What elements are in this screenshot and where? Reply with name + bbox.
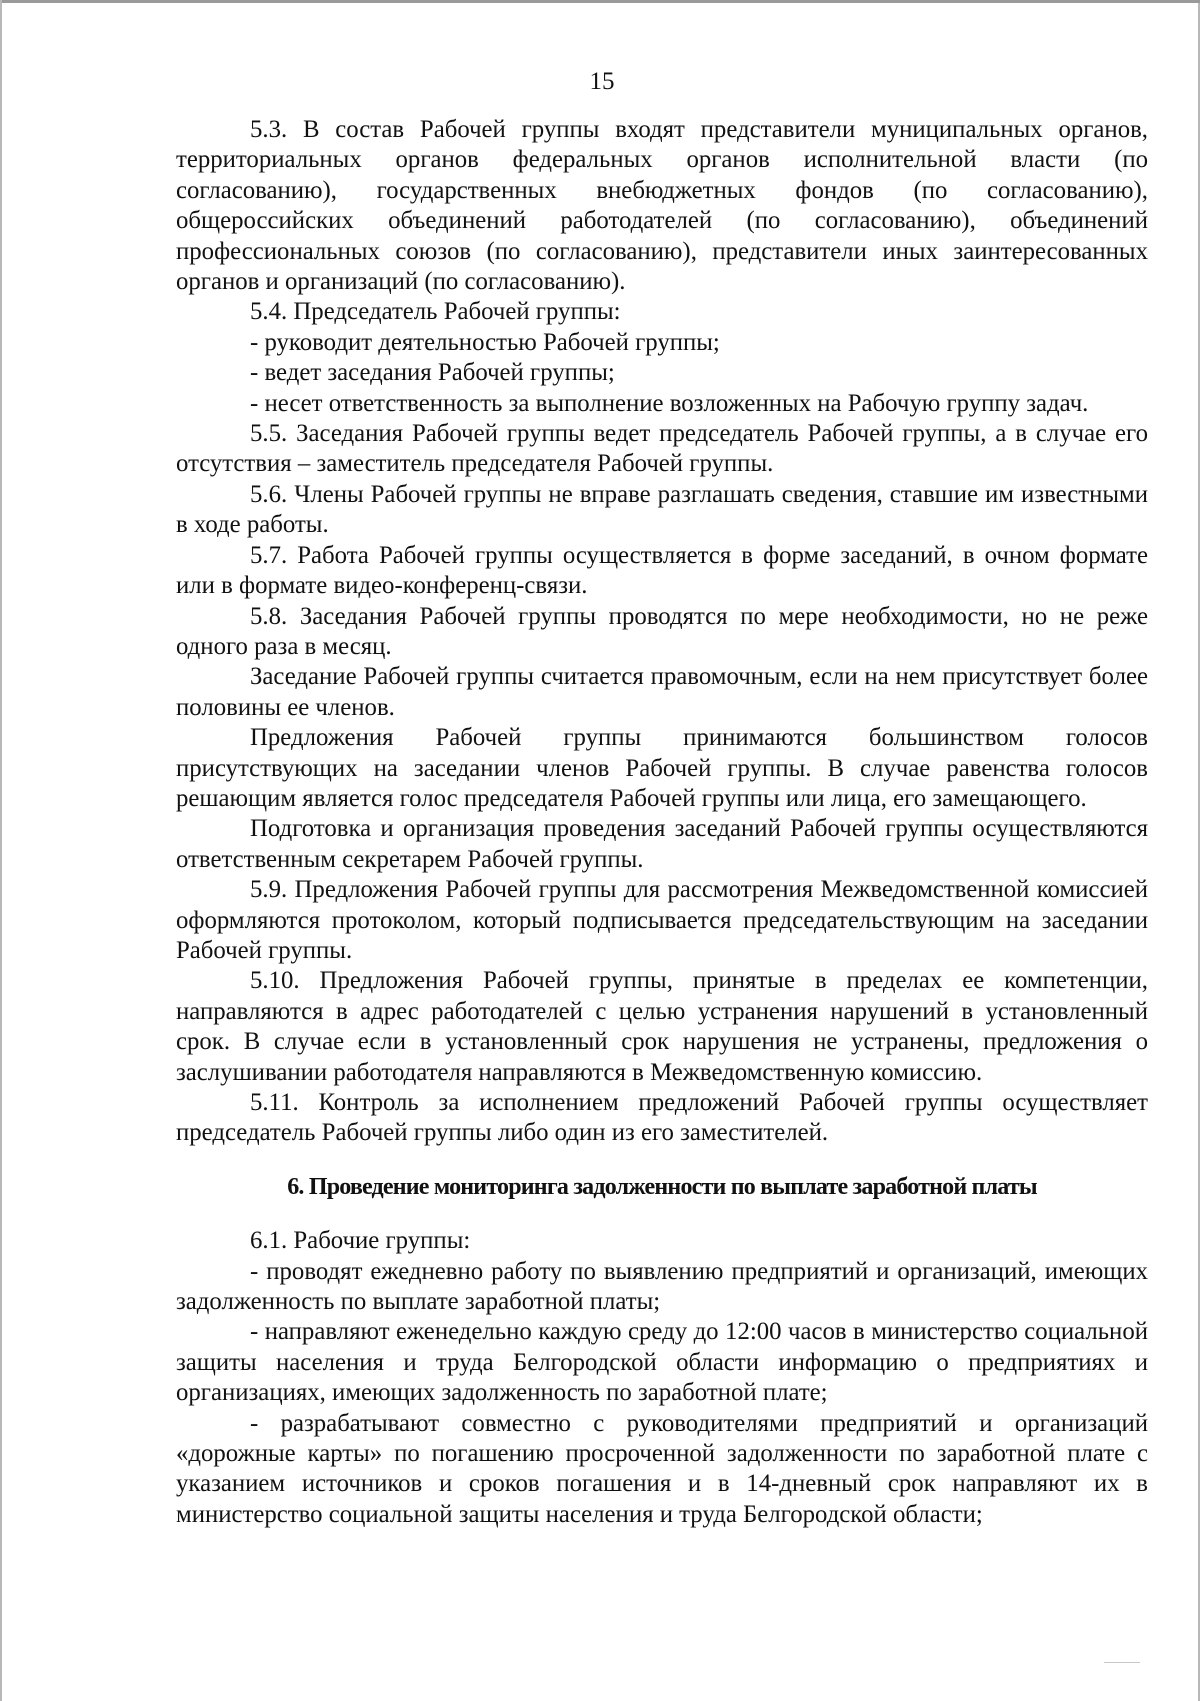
list-item-chair-meetings: - ведет заседания Рабочей группы; (250, 359, 615, 387)
paragraph-preparation: Подготовка и организация проведения заседаний Рабочей группы осуществляются ответственным секретарем Рабочей группы. (176, 815, 1148, 873)
paragraph-quorum: Заседание Рабочей группы считается правомочным, если на нем присутствует более половины ее членов. (176, 663, 1148, 721)
paragraph-5-5: 5.5. Заседания Рабочей группы ведет председатель Рабочей группы, а в случае его отсутствия – заместитель председателя Рабочей группы. (176, 420, 1148, 478)
paragraph-5-9: 5.9. Предложения Рабочей группы для рассмотрения Межведомственной комиссией оформляются протоколом, который подписывается председательствующим на заседании Рабочей группы. (176, 876, 1148, 964)
list-item-daily-work: - проводят ежедневно работу по выявлению предприятий и организаций, имеющих задолженность по выплате заработной платы; (176, 1257, 1148, 1316)
list-item-roadmaps: - разрабатывают совместно с руководителями предприятий и организаций «дорожные карты» по погашению просроченной задолженности по заработной плате с указанием источников и сроков погашения и в 14-дневный срок направляют их в министерство социальной защиты населения и труда Белгородской области; (176, 1409, 1148, 1528)
paragraph-5-3: 5.3. В состав Рабочей группы входят представители муниципальных органов, территориальных органов федеральных органов исполнительной власти (по согласованию), государственных внебюджетных фондов (по согласованию), общероссийских объединений работодателей (по согласованию), объединений профессиональных союзов (по согласованию), представители иных заинтересованных органов и организаций (по согласованию). (176, 116, 1148, 296)
paragraph-5-4: 5.4. Председатель Рабочей группы: (250, 298, 621, 326)
paragraph-6-1: 6.1. Рабочие группы: (250, 1227, 471, 1255)
section-6-heading: 6. Проведение мониторинга задолженности по выплате заработной платы (287, 1173, 1037, 1200)
scan-artifact-line (1104, 1662, 1140, 1663)
paragraph-5-10: 5.10. Предложения Рабочей группы, принятые в пределах ее компетенции, направляются в адрес работодателей с целью устранения нарушений в установленный срок. В случае если в установленный срок нарушения не устранены, предложения о заслушивании работодателя направляются в Межведомственную комиссию. (176, 967, 1148, 1086)
paragraph-5-8: 5.8. Заседания Рабочей группы проводятся по мере необходимости, но не реже одного раза в месяц. (176, 602, 1148, 660)
list-item-weekly-report: - направляют еженедельно каждую среду до 12:00 часов в министерство социальной защиты населения и труда Белгородской области информацию о предприятиях и организациях, имеющих задолженность по заработной плате; (176, 1318, 1148, 1407)
paragraph-5-11: 5.11. Контроль за исполнением предложений Рабочей группы осуществляет председатель Рабочей группы либо один из его заместителей. (176, 1089, 1148, 1147)
page-number: 15 (589, 68, 615, 95)
paragraph-voting: Предложения Рабочей группы принимаются большинством голосов присутствующих на заседании членов Рабочей группы. В случае равенства голосов решающим является голос председателя Рабочей группы или лица, его замещающего. (176, 724, 1148, 812)
paragraph-5-7: 5.7. Работа Рабочей группы осуществляется в форме заседаний, в очном формате или в формате видео-конференц-связи. (176, 541, 1148, 600)
document-body (176, 115, 1148, 1530)
paragraph-5-6: 5.6. Члены Рабочей группы не вправе разглашать сведения, ставшие им известными в ходе работы. (176, 480, 1148, 539)
list-item-chair-leads: - руководит деятельностью Рабочей группы; (250, 328, 720, 356)
scan-top-edge (2, 0, 1200, 3)
list-item-chair-responsibility: - несет ответственность за выполнение возложенных на Рабочую группу задач. (250, 389, 1089, 417)
